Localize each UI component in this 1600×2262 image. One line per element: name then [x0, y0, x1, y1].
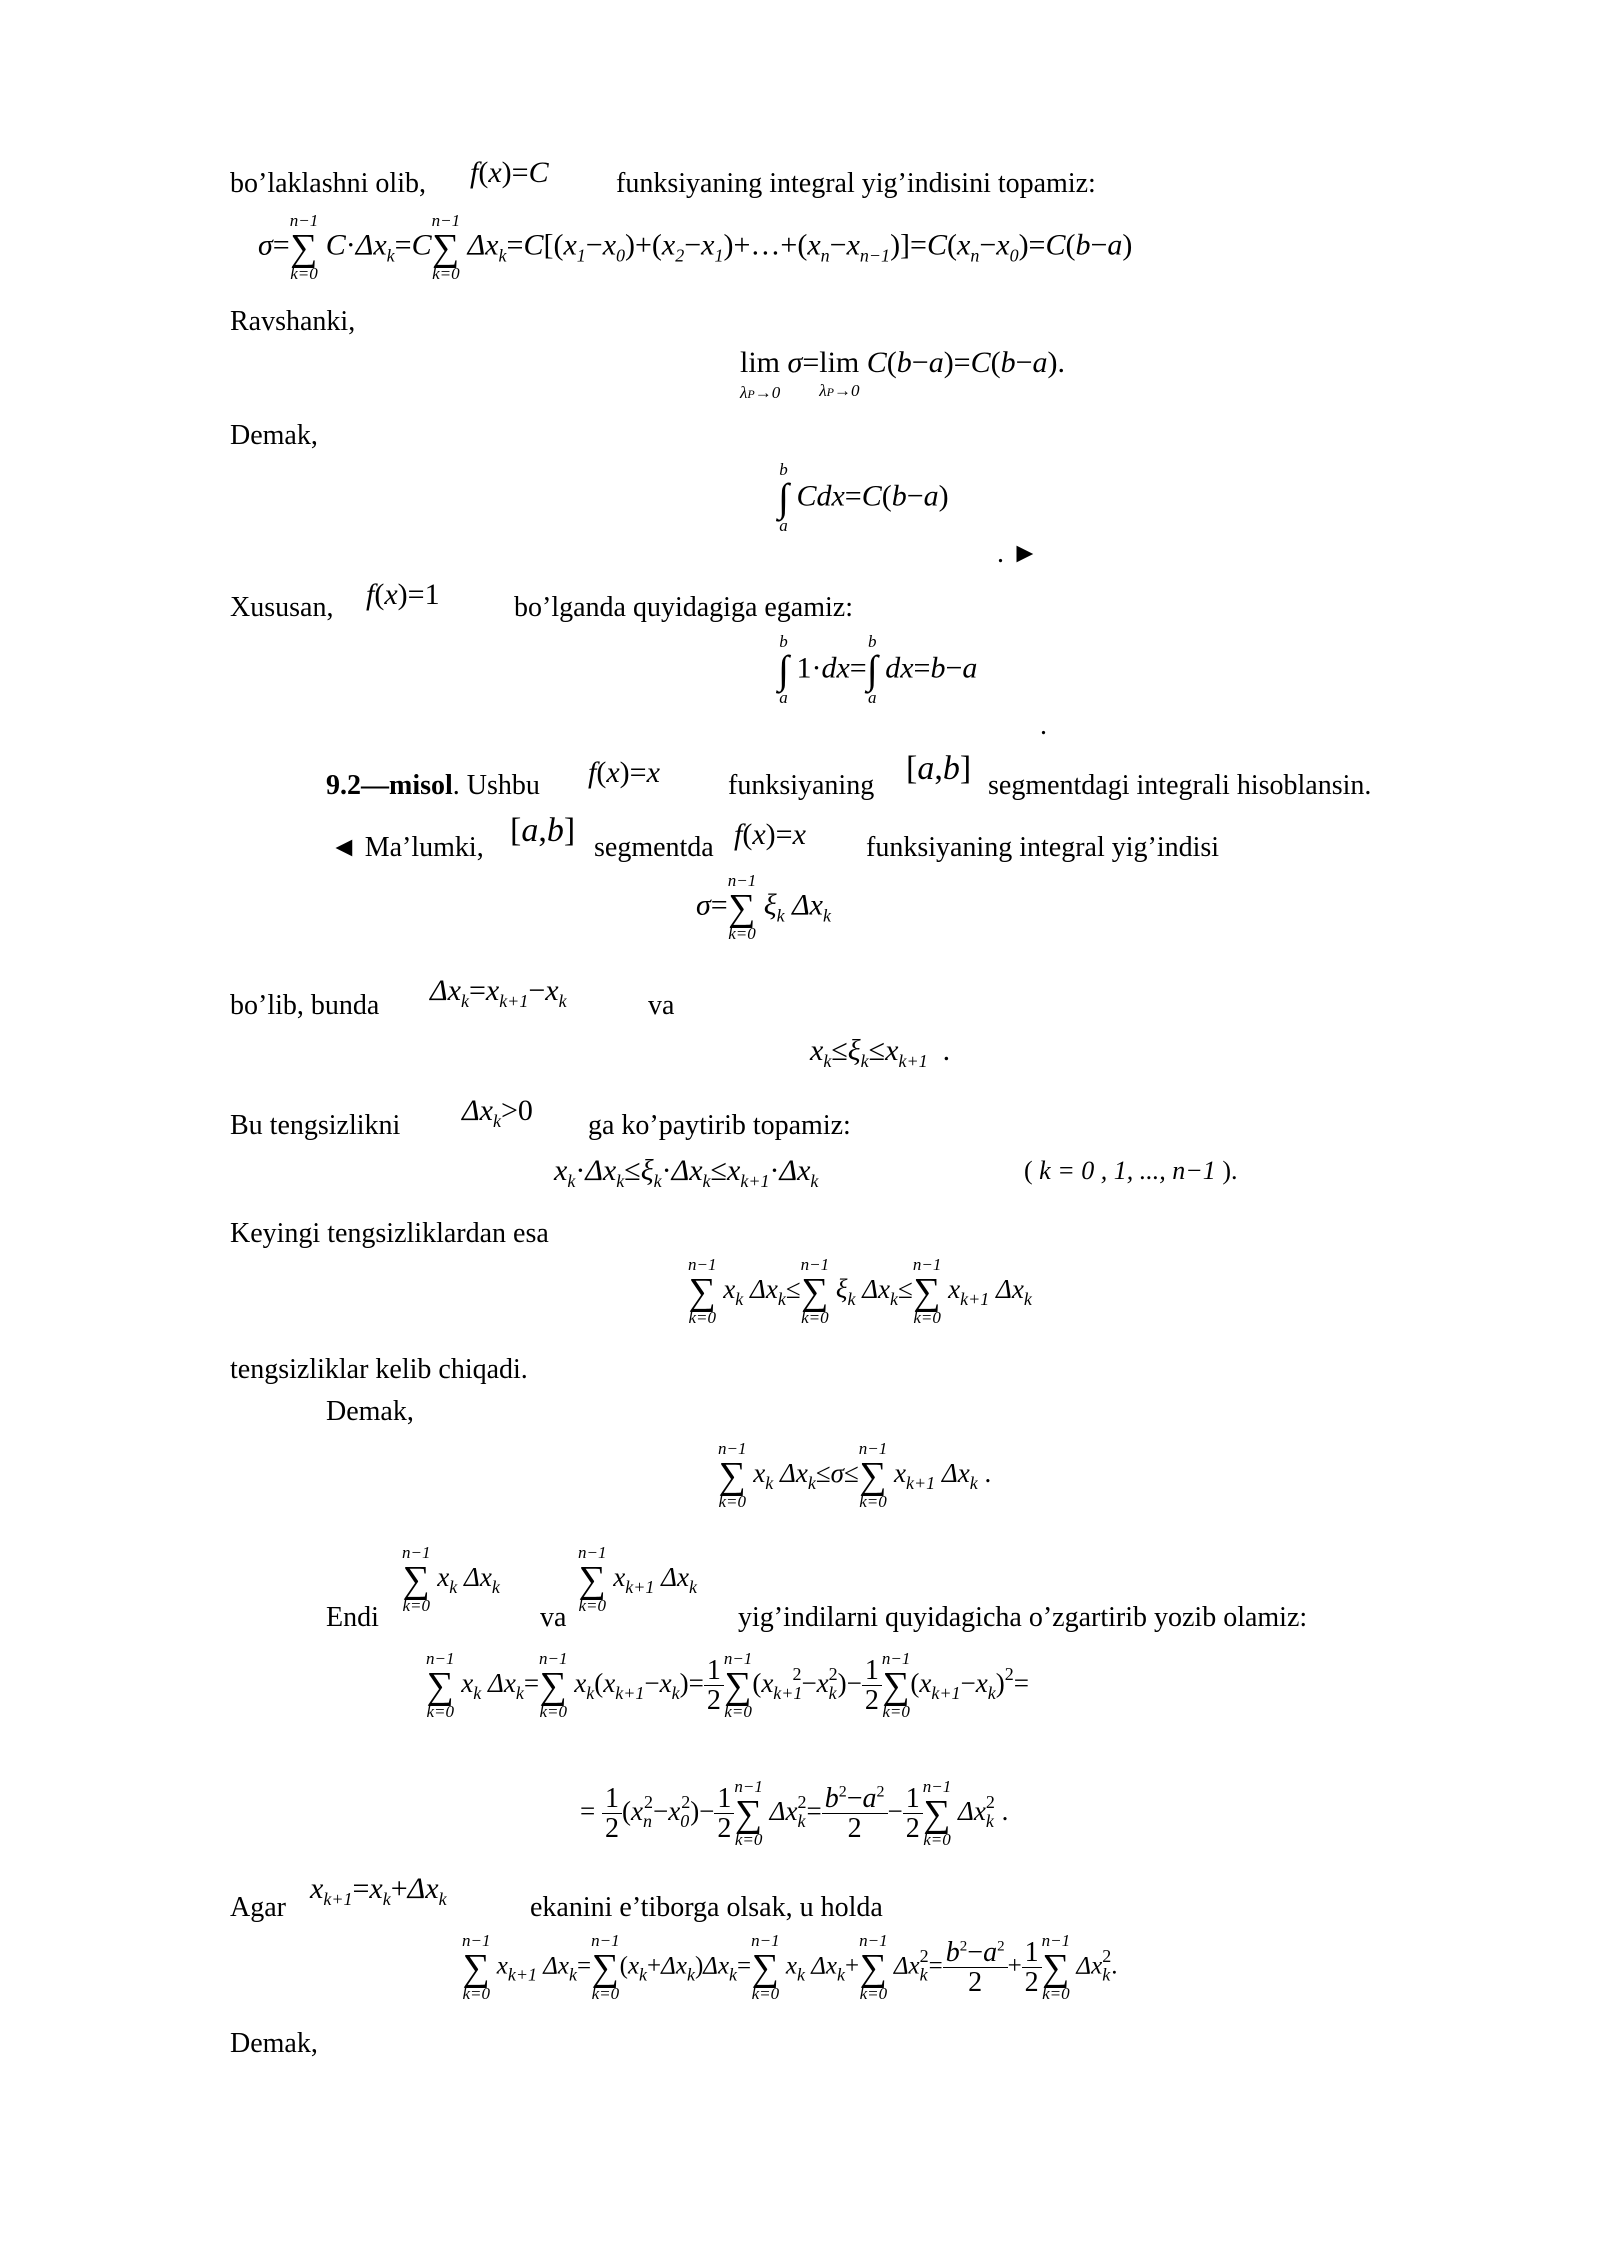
text-line-1b: funksiyaning integral yig’indisini topamiz:	[616, 168, 1096, 199]
formula-sigma-bounds: n−1 ∑ k=0 $x_k$ $\Delta x_k\le\sigma\le$ n−1 ∑ k=0 $x_{k+1}$ $\Delta x_k$ .	[718, 1439, 992, 1511]
text-example-b: funksiyaning	[728, 770, 875, 801]
formula-sum-inequality: n−1 ∑ k=0 $x_k$ $\Delta x_k\le$ n−1 ∑ k=0 $\xi_k$ $\Delta x_k\le$ n−1 ∑ k=0 $x_{k+1}$ $\Delta x_k$	[688, 1255, 1032, 1327]
formula-sigma-sum: σ= n−1 ∑ k=0 $\xi_k$ $\Delta x_k$	[696, 871, 831, 943]
formula-sigma-constant: σ= n−1 ∑ k=0 $C\cdot\Delta x_k=C$ n−1 ∑ k=0 $\Delta x_k=C[(x_1-x_0)+(x_2-x_1)+\dots+(x_n-x_{n-1})]=C(x_n-x_0)=C(b-a)$	[258, 211, 1133, 283]
text-malumki-c: funksiyaning integral yig’indisi	[866, 832, 1220, 863]
formula-integral-1: b ∫ a 1·dx= b ∫ a dx=b−a	[778, 632, 978, 708]
text-endi-b: yig’indilarni quyidagicha o’zgartirib yozib olamiz:	[738, 1602, 1308, 1633]
text-ravshanki: Ravshanki,	[230, 306, 356, 337]
text-endi: Endi	[326, 1602, 379, 1633]
formula-delta-positive: $\Delta x_k>0$	[462, 1094, 533, 1131]
text-segmentda: segmentda	[594, 832, 714, 863]
formula-transform-2: = $\frac{1}{2}$ $(x_n^2-x_0^2)-$ $\frac{1}{2}$ n−1 ∑ k=0 $\Delta x_k^2=$ $\frac{b^2-a^2}{2}$ − $\frac{1}{2}$ n−1 ∑ k=0 $\Delta x_k^2$ .	[580, 1777, 1009, 1849]
formula-xk1-equals: $x_{k+1}=x_k+\Delta x_k$	[310, 1872, 447, 1909]
text-bu-b: ga ko’paytirib topamiz:	[588, 1110, 851, 1141]
formula-segment-ab-2: [a,b]	[510, 812, 576, 849]
text-va-2: va	[540, 1602, 567, 1633]
text-xususan-b: bo’lganda quyidagiga egamiz:	[514, 592, 853, 623]
formula-f-equals-1: f(x)=1	[366, 578, 440, 611]
text-demak-2: Demak,	[326, 1396, 414, 1427]
text-example-c: segmentdagi integrali hisoblansin.	[988, 770, 1372, 801]
text-demak-3: Demak,	[230, 2028, 318, 2059]
formula-f-equals-C: f(x)=C	[470, 156, 549, 189]
text-malumki: ◄ Ma’lumki,	[330, 832, 484, 863]
formula-f-equals-x: f(x)=x	[588, 756, 660, 789]
text-line-1a: bo’laklashni olib,	[230, 168, 426, 199]
text-xususan: Xususan,	[230, 592, 334, 623]
period-mark: .	[1040, 710, 1047, 741]
formula-multiplied-inequality: $x_k\cdot\Delta x_k\le\xi_k\cdot\Delta x_k\le x_{k+1}\cdot\Delta x_k$	[554, 1154, 819, 1191]
formula-xi-bounds: $x_k\le\xi_k\le x_{k+1}$ .	[810, 1034, 951, 1071]
formula-sum-xk1: n−1 ∑ k=0 $x_{k+1}$ $\Delta x_k$	[578, 1543, 697, 1615]
text-tengsizliklar: tengsizliklar kelib chiqadi.	[230, 1354, 528, 1385]
text-bolib: bo’lib, bunda	[230, 990, 380, 1021]
text-agar-b: ekanini e’tiborga olsak, u holda	[530, 1892, 883, 1923]
text-keyingi: Keyingi tengsizliklardan esa	[230, 1218, 549, 1249]
text-va-1: va	[648, 990, 675, 1021]
text-bu-tengsizlikni: Bu tengsizlikni	[230, 1110, 401, 1141]
formula-transform-1: n−1 ∑ k=0 $x_k$ $\Delta x_k=$ n−1 ∑ k=0 $x_k(x_{k+1}-x_k)=$ $\frac{1}{2}$ n−1 ∑ k=0 $(x_{k+1}^2-x_k^2)-$ $\frac{1}{2}$ n−1 ∑ k=0 $(x_{k+1}-x_k)^2=$	[426, 1649, 1029, 1721]
formula-f-equals-x-2: f(x)=x	[734, 818, 806, 851]
formula-final-sum: n−1 ∑ k=0 $x_{k+1}$ $\Delta x_k=$ n−1 ∑ k=0 $(x_k+\Delta x_k)\Delta x_k=$ n−1 ∑ k=0 $x_k$ $\Delta x_k+$ n−1 ∑ k=0 $\Delta x_k^2=$ $\frac{b^2-a^2}{2}$ + $\frac{1}{2}$ n−1 ∑ k=0 $\Delta x_k^2$.	[462, 1931, 1118, 2003]
formula-limit: lim λP→0 σ=lim λP→0 C(b−a)=C(b−a).	[740, 346, 1066, 402]
end-of-proof-marker: . ►	[997, 538, 1039, 569]
text-agar: Agar	[230, 1892, 286, 1923]
formula-delta-xk: $\Delta x_k=x_{k+1}-x_k$	[430, 974, 567, 1011]
formula-segment-ab: [a,b]	[906, 750, 972, 787]
formula-sum-xk: n−1 ∑ k=0 $x_k$ $\Delta x_k$	[402, 1543, 500, 1615]
text-demak-1: Demak,	[230, 420, 318, 451]
formula-integral-C: b ∫ a Cdx=C(b−a)	[778, 460, 949, 536]
formula-k-range: ( k = 0 , 1, ..., n−1 ).	[1024, 1156, 1238, 1185]
example-title-line: 9.2—misol. Ushbu	[326, 770, 540, 801]
